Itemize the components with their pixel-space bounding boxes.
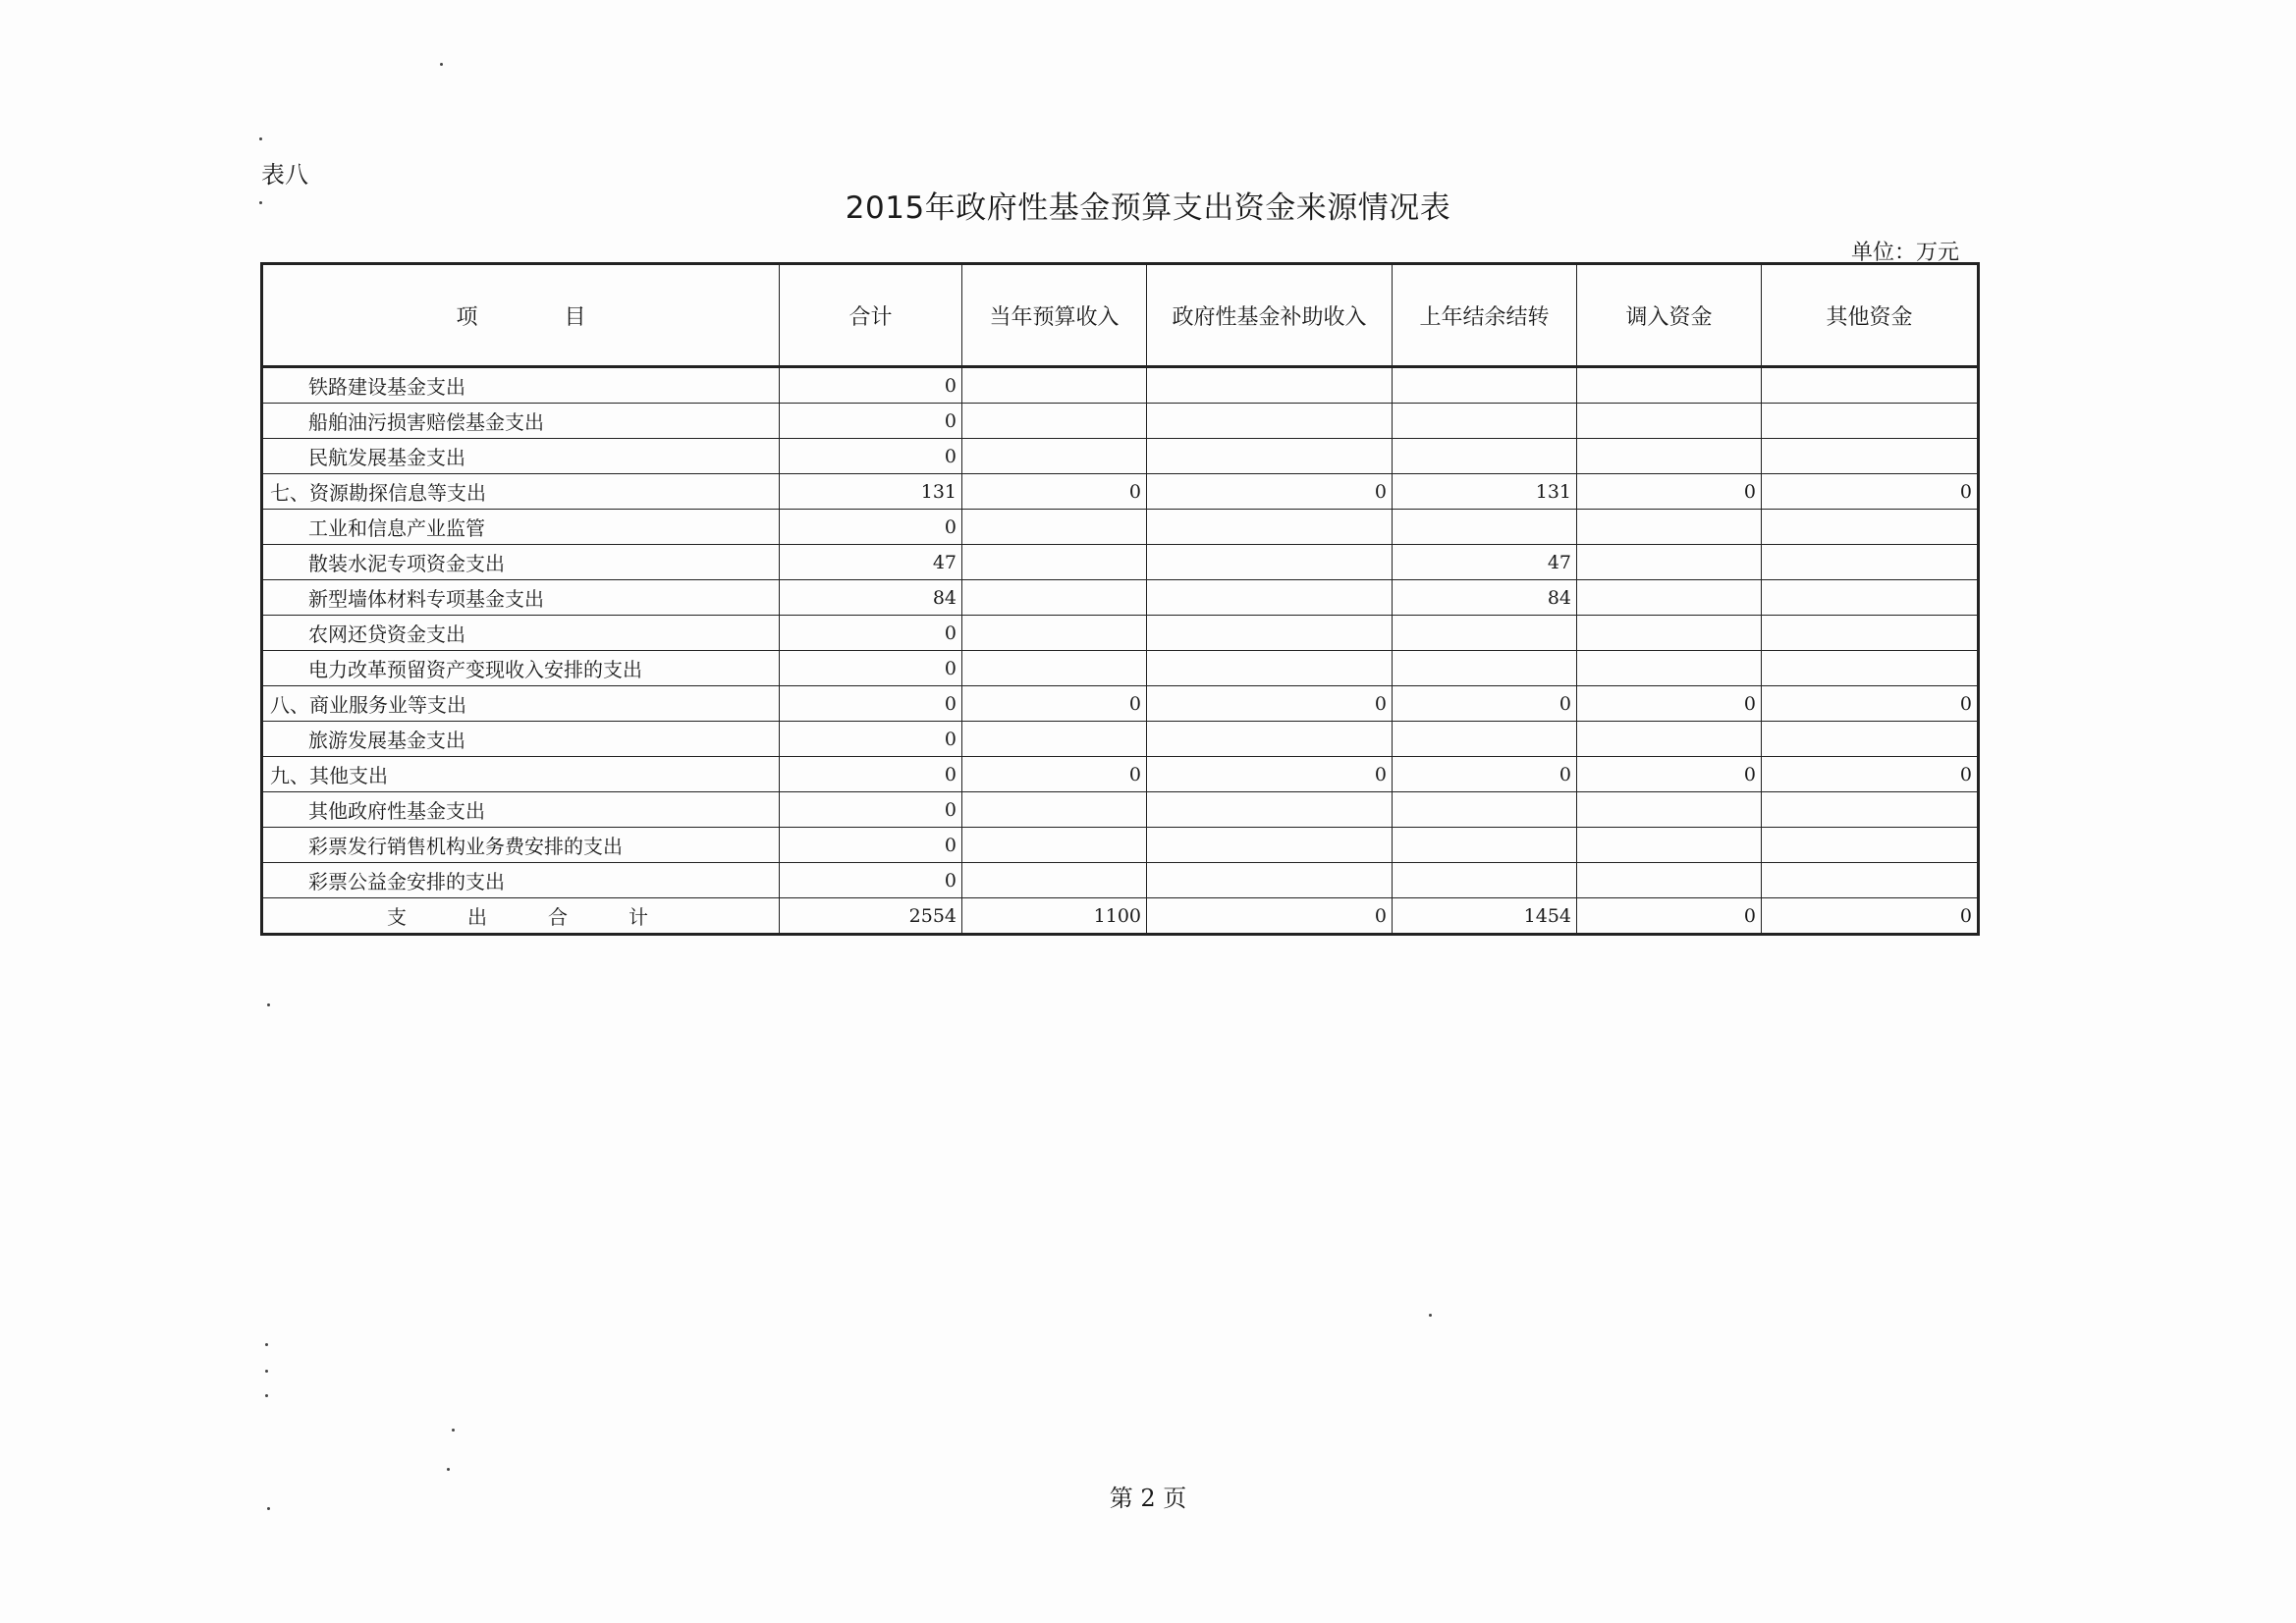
value-cell-fund-subsidy [1147,828,1393,863]
value-cell-carryover [1393,439,1577,474]
scan-speck [259,201,262,204]
value-cell-other [1762,722,1979,757]
value-cell-current-budget [962,828,1147,863]
value-cell-total: 0 [780,722,962,757]
scan-speck [267,1507,270,1510]
value-cell-transfer-in [1577,792,1762,828]
value-cell-other: 0 [1762,757,1979,792]
value-cell-other [1762,404,1979,439]
col-header-total: 合计 [780,264,962,367]
value-cell-carryover [1393,651,1577,686]
value-cell-fund-subsidy [1147,616,1393,651]
value-cell-transfer-in [1577,828,1762,863]
value-cell-current-budget [962,439,1147,474]
table-row [262,439,1979,474]
item-cell: 旅游发展基金支出 [262,722,780,757]
scan-speck [440,63,443,66]
value-cell-total: 47 [780,545,962,580]
value-cell-total: 0 [780,439,962,474]
table-row [262,828,1979,863]
item-cell: 其他政府性基金支出 [262,792,780,828]
table-row [262,686,1979,722]
value-cell-carryover [1393,863,1577,898]
table-row [262,367,1979,404]
value-cell-fund-subsidy [1147,439,1393,474]
col-header-carryover: 上年结余结转 [1393,264,1577,367]
value-cell-current-budget [962,510,1147,545]
value-cell-fund-subsidy [1147,404,1393,439]
value-cell-total: 0 [780,367,962,404]
value-cell-total: 0 [780,828,962,863]
table-row [262,757,1979,792]
value-cell-transfer-in [1577,722,1762,757]
value-cell-total: 0 [780,757,962,792]
value-cell-transfer-in [1577,510,1762,545]
value-cell-transfer-in: 0 [1577,686,1762,722]
value-cell-carryover [1393,828,1577,863]
item-cell: 七、资源勘探信息等支出 [262,474,780,510]
value-cell-other [1762,616,1979,651]
scan-speck [1429,1314,1432,1317]
value-cell-transfer-in [1577,404,1762,439]
value-cell-other: 0 [1762,686,1979,722]
value-cell-current-budget [962,722,1147,757]
value-cell-fund-subsidy: 0 [1147,474,1393,510]
col-header-current-budget: 当年预算收入 [962,264,1147,367]
item-cell: 散装水泥专项资金支出 [262,545,780,580]
value-cell-fund-subsidy: 0 [1147,757,1393,792]
col-header-fund-subsidy: 政府性基金补助收入 [1147,264,1393,367]
table-row [262,404,1979,439]
item-cell: 铁路建设基金支出 [262,367,780,404]
item-cell: 船舶油污损害赔偿基金支出 [262,404,780,439]
value-cell-fund-subsidy [1147,863,1393,898]
value-cell-other [1762,510,1979,545]
value-cell-fund-subsidy: 0 [1147,686,1393,722]
table-label: 表八 [261,161,308,189]
value-cell-carryover: 131 [1393,474,1577,510]
item-cell: 九、其他支出 [262,757,780,792]
value-cell-carryover [1393,510,1577,545]
document-title: 2015年政府性基金预算支出资金来源情况表 [845,190,1451,226]
value-cell-total: 0 [780,616,962,651]
value-cell-total: 0 [780,792,962,828]
value-cell-total: 0 [780,863,962,898]
item-cell: 农网还贷资金支出 [262,616,780,651]
value-cell-other [1762,439,1979,474]
value-cell-carryover [1393,722,1577,757]
scan-speck [265,1343,268,1346]
value-cell-current-budget [962,545,1147,580]
item-cell: 新型墙体材料专项基金支出 [262,580,780,616]
value-cell-carryover: 84 [1393,580,1577,616]
value-cell-transfer-in: 0 [1577,757,1762,792]
value-cell-transfer-in: 0 [1577,474,1762,510]
value-cell-total: 0 [780,510,962,545]
scan-speck [267,1003,270,1006]
value-cell-carryover: 47 [1393,545,1577,580]
value-cell-current-budget [962,580,1147,616]
value-cell-carryover [1393,404,1577,439]
table-row [262,580,1979,616]
unit-label: 单位：万元 [1851,241,1960,265]
table-row [262,510,1979,545]
value-cell-current-budget: 0 [962,757,1147,792]
item-cell: 八、商业服务业等支出 [262,686,780,722]
value-cell-other [1762,367,1979,404]
value-cell-fund-subsidy [1147,367,1393,404]
value-cell-other: 0 [1762,898,1979,935]
value-cell-total: 2554 [780,898,962,935]
value-cell-fund-subsidy [1147,510,1393,545]
item-cell: 支出合计 [262,898,780,935]
value-cell-fund-subsidy [1147,545,1393,580]
value-cell-transfer-in [1577,545,1762,580]
value-cell-total: 131 [780,474,962,510]
value-cell-total: 0 [780,404,962,439]
item-cell: 彩票发行销售机构业务费安排的支出 [262,828,780,863]
value-cell-carryover: 1454 [1393,898,1577,935]
scan-speck [452,1429,455,1432]
budget-table [260,262,1980,936]
item-cell: 民航发展基金支出 [262,439,780,474]
value-cell-other [1762,863,1979,898]
value-cell-carryover: 0 [1393,757,1577,792]
table-row [262,722,1979,757]
value-cell-current-budget: 0 [962,474,1147,510]
value-cell-carryover: 0 [1393,686,1577,722]
col-header-item: 项 目 [262,264,780,367]
item-cell: 电力改革预留资产变现收入安排的支出 [262,651,780,686]
value-cell-fund-subsidy [1147,792,1393,828]
value-cell-other [1762,792,1979,828]
value-cell-transfer-in [1577,367,1762,404]
value-cell-other [1762,580,1979,616]
value-cell-transfer-in: 0 [1577,898,1762,935]
value-cell-fund-subsidy: 0 [1147,898,1393,935]
scan-speck [447,1468,450,1471]
scan-speck [265,1394,268,1397]
table-header-row [262,264,1979,367]
value-cell-other: 0 [1762,474,1979,510]
value-cell-current-budget: 1100 [962,898,1147,935]
value-cell-current-budget [962,616,1147,651]
table-row [262,545,1979,580]
page-number: 第 2 页 [1109,1485,1187,1512]
value-cell-total: 0 [780,686,962,722]
value-cell-transfer-in [1577,616,1762,651]
col-header-other: 其他资金 [1762,264,1979,367]
value-cell-other [1762,828,1979,863]
table-row [262,792,1979,828]
value-cell-fund-subsidy [1147,651,1393,686]
scan-speck [265,1370,268,1373]
value-cell-total: 0 [780,651,962,686]
table-row [262,863,1979,898]
scan-speck [259,137,262,140]
table-row [262,474,1979,510]
value-cell-current-budget [962,367,1147,404]
value-cell-transfer-in [1577,863,1762,898]
value-cell-current-budget [962,792,1147,828]
value-cell-other [1762,651,1979,686]
value-cell-current-budget [962,863,1147,898]
table-row [262,651,1979,686]
value-cell-fund-subsidy [1147,580,1393,616]
value-cell-transfer-in [1577,439,1762,474]
value-cell-transfer-in [1577,580,1762,616]
value-cell-current-budget: 0 [962,686,1147,722]
value-cell-carryover [1393,792,1577,828]
value-cell-current-budget [962,404,1147,439]
value-cell-fund-subsidy [1147,722,1393,757]
col-header-transfer-in: 调入资金 [1577,264,1762,367]
total-row [262,898,1979,935]
item-cell: 工业和信息产业监管 [262,510,780,545]
value-cell-total: 84 [780,580,962,616]
table-row [262,616,1979,651]
item-cell: 彩票公益金安排的支出 [262,863,780,898]
value-cell-other [1762,545,1979,580]
value-cell-transfer-in [1577,651,1762,686]
value-cell-carryover [1393,367,1577,404]
value-cell-current-budget [962,651,1147,686]
value-cell-carryover [1393,616,1577,651]
